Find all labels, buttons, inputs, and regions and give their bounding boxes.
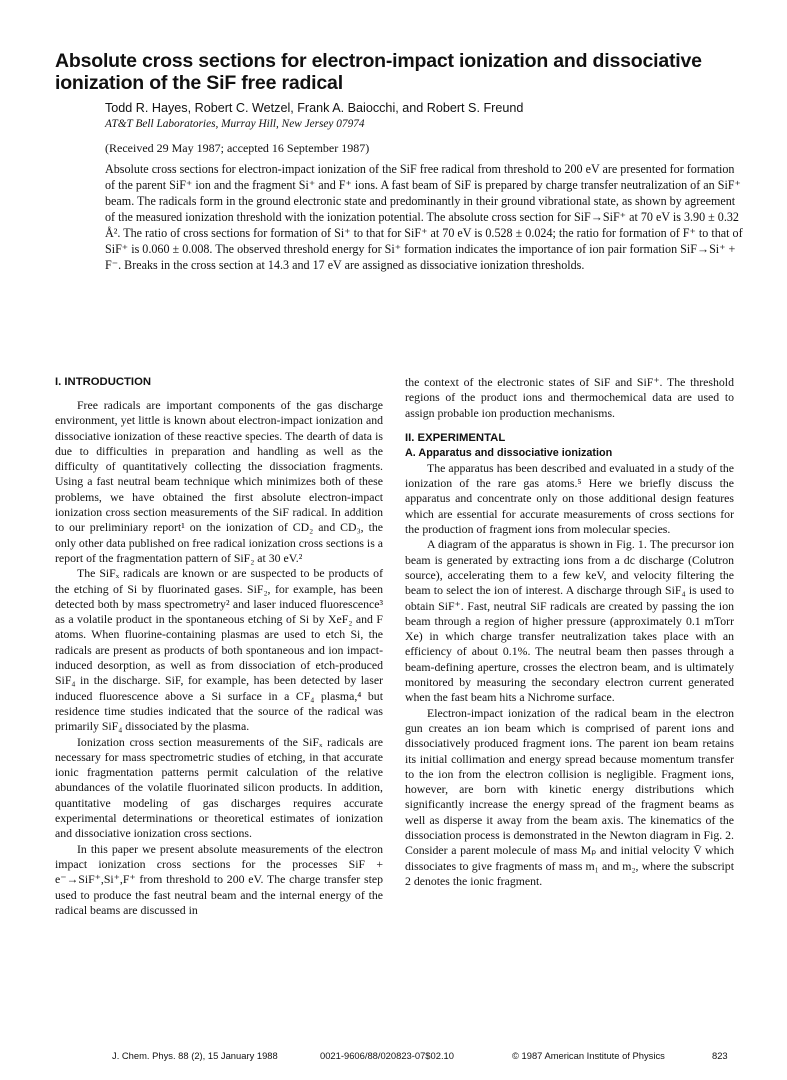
- paragraph: The SiFₓ radicals are known or are suspected to be products of the etching of Si by fluorinated gases. SiF₂, for example, has been detected both by mass spectrometry² and laser induced fluorescence³ as a volatile product in the spontaneous etching of Si by XeF₂ and F atoms. When fluorine-containing plasmas are used to etch Si, the radicals are present as products of both spontaneous and ion impact-induced desorption, as well as from dissociation of etch-produced SiF₄ in the discharge. SiF, for example, has been detected by laser induced fluorescence above a Si surface in a CF₄ plasma,⁴ but residence time studies indicated that the source of the radical was primarily SiF₄ dissociated by the plasma.: [55, 566, 383, 734]
- journal-citation: J. Chem. Phys. 88 (2), 15 January 1988: [112, 1050, 278, 1061]
- received-dates: (Received 29 May 1987; accepted 16 September 1987): [105, 141, 370, 155]
- affiliation: AT&T Bell Laboratories, Murray Hill, New Jersey 07974: [105, 118, 365, 130]
- article-title: Absolute cross sections for electron-impact ionization and dissociative ionization of the SiF free radical: [55, 50, 702, 94]
- right-column: [405, 375, 734, 889]
- left-column: [55, 375, 383, 918]
- section-heading-experimental: II. EXPERIMENTAL: [405, 431, 506, 444]
- section-heading-introduction: I. INTRODUCTION: [55, 376, 152, 388]
- article-code: 0021-9606/88/020823-07$02.10: [320, 1050, 454, 1061]
- paragraph-continuation: the context of the electronic states of SiF and SiF⁺. The threshold regions of the product ions and thermochemical data are used to assign probable ion production mechanisms.: [405, 375, 734, 420]
- paragraph: The apparatus has been described and evaluated in a study of the ionization of the rare gas atoms.⁵ Here we briefly discuss the apparatus and concentrate only on those additional design features which are essential for accurate measurements of cross sections for the production of fragment ions from molecular species.: [405, 460, 734, 537]
- abstract: Absolute cross sections for electron-impact ionization of the SiF free radical from threshold to 200 eV are presented for formation of the parent SiF⁺ ion and the fragment Si⁺ and F⁺ ions. A fast beam of SiF is prepared by charge transfer neutralization of an SiF⁺ beam. The radicals form in the ground electronic state and predominantly in their ground vibrational state, as shown by agreement of the measured ionization threshold with the ionization potential. The absolute cross section for SiF→SiF⁺ at 70 eV is 3.90 ± 0.32 Å². The ratio of cross sections for formation of Si⁺ to that for SiF⁺ at 70 eV is 0.528 ± 0.024; the ratio for formation of F⁺ to that of SiF⁺ is 0.060 ± 0.008. The observed threshold energy for Si⁺ formation indicates the importance of ion pair formation SiF→Si⁺ + F⁻. Breaks in the cross section at 14.3 and 17 eV are assigned as dissociative ionization thresholds.: [105, 162, 743, 272]
- page-number: 823: [712, 1050, 728, 1061]
- paragraph: Ionization cross section measurements of the SiFₓ radicals are necessary for mass spectrometric studies of etching, in that accurate ionic fragmentation patterns permit calculation of the relative abundances of the volatile fluorinated silicon products. In addition, quantitative modeling of gas discharges requires accurate experimental determinations or theoretical estimates of ionization and dissociative ionization cross sections.: [55, 734, 383, 841]
- subsection-heading: A. Apparatus and dissociative ionization: [405, 446, 613, 459]
- paragraph: In this paper we present absolute measurements of the electron impact ionization cross sections for the processes SiF + e⁻→SiF⁺,Si⁺,F⁺ from threshold to 200 eV. The charge transfer step used to produce the fast neutral beam and the internal energy of the radical beams are discussed in: [55, 841, 383, 917]
- paragraph: Free radicals are important components of the gas discharge environment, yet little is known about electron-impact ionization and dissociative ionization of these reactive species. The dearth of data is due to difficulties in preparation and handling as well as the difficulty of quantitatively collecting the dissociation fragments. Using a fast neutral beam technique which minimizes both of these problems, we have obtained the first absolute electron-impact ionization cross section measurements of the SiF radical. In addition to our preliminiary report¹ on the ionization of CD₂ and CD₃, the only other data published on free radical ionization cross sections is a report of the fragmentation pattern of SiF₂ at 30 eV.²: [55, 398, 383, 565]
- author-list: Todd R. Hayes, Robert C. Wetzel, Frank A. Baiocchi, and Robert S. Freund: [105, 101, 524, 115]
- paragraph: Electron-impact ionization of the radical beam in the electron gun creates an ion beam which is comprised of parent ions and dissociatively produced fragment ions. The parent ion beam retains its initial collimation and energy spread because momentum transfer to the ion from the electron collision is negligible. Fragment ions, however, are born with kinetic energy distributions which significantly increase the energy spread of the fragment beams as well as disperse it away from the beam axis. The kinematics of the dissociation process is demonstrated in the Newton diagram in Fig. 2. Consider a parent molecule of mass Mₚ and initial velocity V̄ which dissociates to give fragments of mass m₁ and m₂, where the subscript 2 denotes the ionic fragment.: [405, 705, 734, 888]
- paragraph: A diagram of the apparatus is shown in Fig. 1. The precursor ion beam is generated by extracting ions from a dc discharge (Colutron source), accelerating them to a few keV, and velocity filtering the beam to select the ion of interest. A discharge through SiF₄ is used to obtain SiF⁺. Fast, neutral SiF radicals are created by passing the ion beam through a region of higher pressure (approximately 0.1 mTorr Xe) in which charge transfer neutralization takes place with an efficiency of about 0.1%. The neutral beam then passes through a beam-defining aperture, crosses the electron beam, and is ultimately monitored by measuring the secondary electron current generated when the fast beam hits a Nichrome surface.: [405, 537, 734, 705]
- copyright-notice: © 1987 American Institute of Physics: [512, 1050, 665, 1061]
